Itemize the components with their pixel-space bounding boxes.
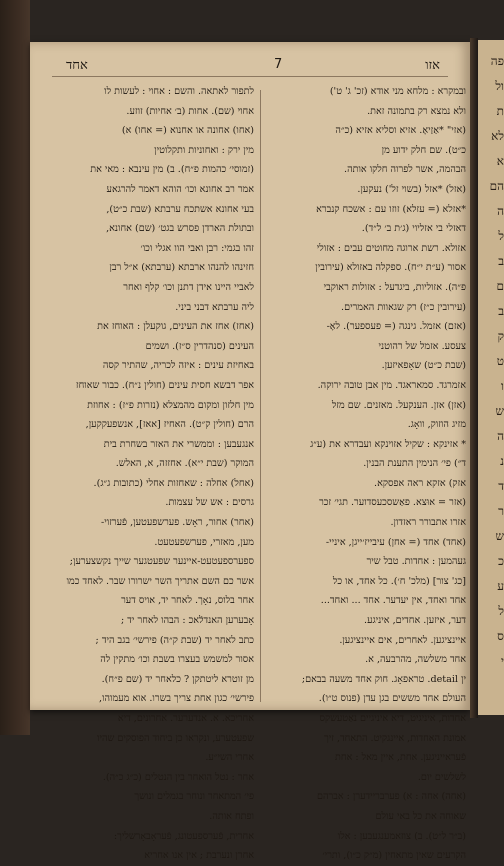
entry-line: (אחז) אחז את העינים, גוקעלן : האוחז את [54, 317, 254, 337]
entry-line: (אחד) אחד (= אחן) עיבייז׳ייגן, איניי- [266, 533, 466, 553]
header-rule [52, 76, 448, 77]
entry-line: זהו בגמי: רבן ואבי הוו אגלי וכו׳ [54, 239, 254, 259]
entry-line: אחר : נטל הואחר בין הנטלים (כ״ג כ״ה). [54, 768, 254, 788]
entry-line: ופתח אותה. [54, 807, 254, 827]
entry-line: (אחו) אחונה או אחנוא (= אחו) א) [54, 121, 254, 141]
edge-text-fragment: ע [497, 577, 504, 597]
entry-line: אפר דבשא חסית עינים (חולין נ״ח). כבור שאוחז [54, 376, 254, 396]
entry-line: (אחה) אחה : א) פערבריידערן : אברהם [266, 787, 466, 807]
entry-line: (עירובין כ״ז) רק שגאוות האמרים. [266, 298, 466, 318]
entry-line: כתב לאחר יד (שבת ק״ה) פירשי׳ בגב היד ; [54, 631, 254, 651]
entry-line: צעסע. אזמל של רהוטני [266, 337, 466, 357]
entry-line: אָבערען האנדלֿאכ : הבהו לאחר יד ; [54, 611, 254, 631]
entry-line: פ״ה). אזוליות, ביגדעל : אזולות ראוקבי [266, 278, 466, 298]
edge-text-fragment: ר [498, 502, 504, 522]
entry-line: אחרן ונערבת ; אין אנו אחריא [54, 846, 254, 866]
entry-line: לשלשים יום. [266, 768, 466, 788]
entry-line: ד״) פי׳ הנימין התענת הבנין. [266, 454, 466, 474]
entry-line: (אחר) אחור, ראָש. פערשפעטען, פֿערזוי- [54, 513, 254, 533]
entry-line: לתפור לאתאה. והשם : אחוי : לעשות לו [54, 82, 254, 102]
entry-line: (אזי" *אַזַיאָ. אזיא וסליא אזיא (כ״ה [266, 121, 466, 141]
entry-line: איינציגען. לאחרים, אים איינציגען. [266, 631, 466, 651]
entry-line: אחר בלוס, נאָך. לאחר יד, אויס דער [54, 591, 254, 611]
entry-line: (שבת כ״ט) שאָפאיזען. [266, 356, 466, 376]
edge-text-fragment: ל [498, 227, 504, 247]
entry-line: כ״ט). שם חלק ידוע מן [266, 141, 466, 161]
column-divider [260, 90, 261, 702]
entry-line: אזמרגד. סמאראגד. מין אבן טובה ירוקה. [266, 376, 466, 396]
entry-line: אחרית, פֿערספעטונג, פֿעראָבאָרשליך: [54, 827, 254, 847]
entry-line: מין ירק : ואחוניות ותקלוטין [54, 141, 254, 161]
entry-line: אסור (ע״ת י״ח). ספקלה באזולא (עירובין [266, 258, 466, 278]
entry-line: אמונת האחדות, איינגקיט. התאחד, זיך [266, 729, 466, 749]
edge-text-fragment: ה [497, 202, 504, 222]
entry-line: העינים (סנהדרין ס״ז). ושמים [54, 337, 254, 357]
edge-text-fragment: ב [498, 252, 504, 272]
entry-line: (אזן) אזן. הענקעל. מאזנים. שם מזל [266, 396, 466, 416]
edge-text-fragment: לא [491, 127, 504, 147]
edge-text-fragment: ש [496, 402, 504, 422]
edge-text-fragment: י [501, 652, 504, 672]
entry-line: גרסים : אש של עצמות. [54, 493, 254, 513]
entry-line: אחריכא. א. אנדערער. אחרונים, דיא [54, 709, 254, 729]
entry-line: אזולא. רשת ארוגה מחוטים עבים : אזולי [266, 239, 466, 259]
entry-line: (אזל) *אזל (בשוי זל') נעקען. [266, 180, 466, 200]
entry-line: מזיג הוזוק, וואָג. [266, 415, 466, 435]
entry-line: אמר רב אחונא וכו׳ הוהא דאמר להרגאע [54, 180, 254, 200]
edge-text-fragment: ל [498, 602, 504, 622]
entry-line: ין detail. טראפאָג. חוק אחד משעה בבאם; [266, 670, 466, 690]
edge-text-fragment: ד [498, 477, 504, 497]
entry-line: הקרעים שאין מתאחין (מ״ק כ״ו), ותרי׳ [266, 846, 466, 866]
entry-line: דער, איזען. אחדים, איניגע. [266, 611, 466, 631]
book-cover [0, 0, 30, 735]
edge-text-fragment: נ [500, 452, 504, 472]
edge-text-fragment: א [497, 152, 504, 172]
entry-line: (ב״ר ל״ט). ב) צוזאמענגעבען : אלו [266, 827, 466, 847]
entry-line: אזק) אזקא ראה אפסקא. [266, 474, 466, 494]
entry-line: לאביי היינו אידן דתנן וכו׳ קלף ואחר [54, 278, 254, 298]
entry-line: העולם אחד מששים בגן עדן (פנוס ט״ו). [266, 689, 466, 709]
entry-line: (אחל) אחלה : שאחזות אחלי (כתובות ג״ג). [54, 474, 254, 494]
edge-text-fragment: ש [496, 527, 504, 547]
entry-line: המוקר (שבת י״א). אחזזה, א, האלש. [54, 454, 254, 474]
edge-text-fragment: ם [497, 277, 504, 297]
entry-line: פי׳ המתאחר ונוחר בגמלים ונושך [54, 787, 254, 807]
entry-line: פירשי׳ כגון אחת צריך בשרו. אוא מעמוהו, [54, 689, 254, 709]
entry-line: מין חלזון ומקום מהמצלא (נזרות פ״ז) : אחוזת [54, 396, 254, 416]
header-right-word: אזו [425, 57, 440, 73]
entry-line: [כג' צור] (מלכ' ח׳). כל אחד, או כל [266, 572, 466, 592]
entry-line: אנגעבען : וממשרי את האזר בשחרת בית [54, 435, 254, 455]
entry-line: אשר כם השם אתריך השר ישרורו שבר. לאחד כמו [54, 572, 254, 592]
right-page-edge [478, 40, 504, 715]
edge-text-fragment: ס [497, 627, 504, 647]
entry-line: מען, מאזרי, פערשפעטעט. [54, 533, 254, 553]
entry-line: ובתולת הארדן פסרש בגט׳ (שם) אחונא, [54, 219, 254, 239]
right-column [266, 82, 466, 710]
header-left-word: אחד [66, 57, 88, 73]
entry-line: הבהמה, אשר לפרוה חלקו אותה. [266, 160, 466, 180]
entry-line: אחד משלשה, מהרבעה, א. [266, 650, 466, 670]
entry-line: *אזלא (= עזלא) זוזו עם : אשכח קנברא [266, 200, 466, 220]
entry-line: אחד ואחד, אין יעדער. אחד ... ואחד... [266, 591, 466, 611]
entry-line: בעי אחונא אשתכח ערבתא (שבת כ״ט), [54, 200, 254, 220]
edge-text-fragment: ול [495, 77, 504, 97]
edge-text-fragment: פה [491, 52, 504, 72]
entry-line: שפעטערע, ונקראו כן ביחוד הפוסקים שהיו [54, 729, 254, 749]
entry-line: אחוי (שם). אחות (ב׳ אחיות) זוזע. [54, 102, 254, 122]
edge-text-fragment: ת [497, 102, 504, 122]
entry-line: ובמקרא : מלחא מני אודא (זכ' ג' ט') [266, 82, 466, 102]
entry-line: ליה ערבתא דבני ביני. [54, 298, 254, 318]
left-column [54, 82, 254, 710]
entry-line: (אזם) אזמל. גינגה (= פעספער). לאָ- [266, 317, 466, 337]
edge-text-fragment: ו [501, 377, 504, 397]
entry-line: * אזינקא : שקיל אזוינקא ועבדרא את (ע״ג [266, 435, 466, 455]
entry-line: (זמוסי׳ כהמות פ״ח). ב) מין עינבא : מאי את [54, 160, 254, 180]
entry-line: אחדות, איניגיט, דיא איניגיים נאַטעשקס [266, 709, 466, 729]
page-number: 7 [274, 57, 282, 72]
edge-text-fragment: הם [490, 177, 504, 197]
entry-line: הרם (חולין ק״ט). האחיז [אאז], אנשפעקקען, [54, 415, 254, 435]
entry-line: ולא נמצא רק בתמונה זאת. [266, 102, 466, 122]
entry-line: דאזלי בי אזליוי (ג׳ת ב׳ ל״ד). [266, 219, 466, 239]
entry-line: ספערספעטעט-איינער שפעטגער שייך נקשצערען; [54, 552, 254, 572]
entry-line: שאוחה את כל באי עולם [266, 807, 466, 827]
entry-line: פֿעראייניגען. אחת, איין מאל : אחת [266, 748, 466, 768]
edge-text-fragment: ה [497, 427, 504, 447]
edge-text-fragment: ט [497, 352, 504, 372]
entry-line: מן זוטרא ליטתקן ? כלאחר יד (שם פ״ח). [54, 670, 254, 690]
entry-line: חזינהו להנהו ארבתא (ערבתא) א״ל רבן [54, 258, 254, 278]
entry-line: אחרי השי״ע. [54, 748, 254, 768]
entry-line: געהמען : אחדות. טבל שיר [266, 552, 466, 572]
entry-line: אסור למשמש בעצרו בשבת וכו׳ מתקין לה [54, 650, 254, 670]
dictionary-page [30, 42, 470, 710]
entry-line: באחיזת עינים : איזה לכריה, שהתיר קסה [54, 356, 254, 376]
entry-line: (אזר = אוּצא. פאַשסכעסדוער. תגי׳ זכר [266, 493, 466, 513]
edge-text-fragment: ק [498, 327, 504, 347]
book-gutter [470, 38, 478, 718]
edge-text-fragment: כ [498, 552, 504, 572]
entry-line: אזרו אתבורר ראזדון. [266, 513, 466, 533]
edge-text-fragment: ב [498, 302, 504, 322]
